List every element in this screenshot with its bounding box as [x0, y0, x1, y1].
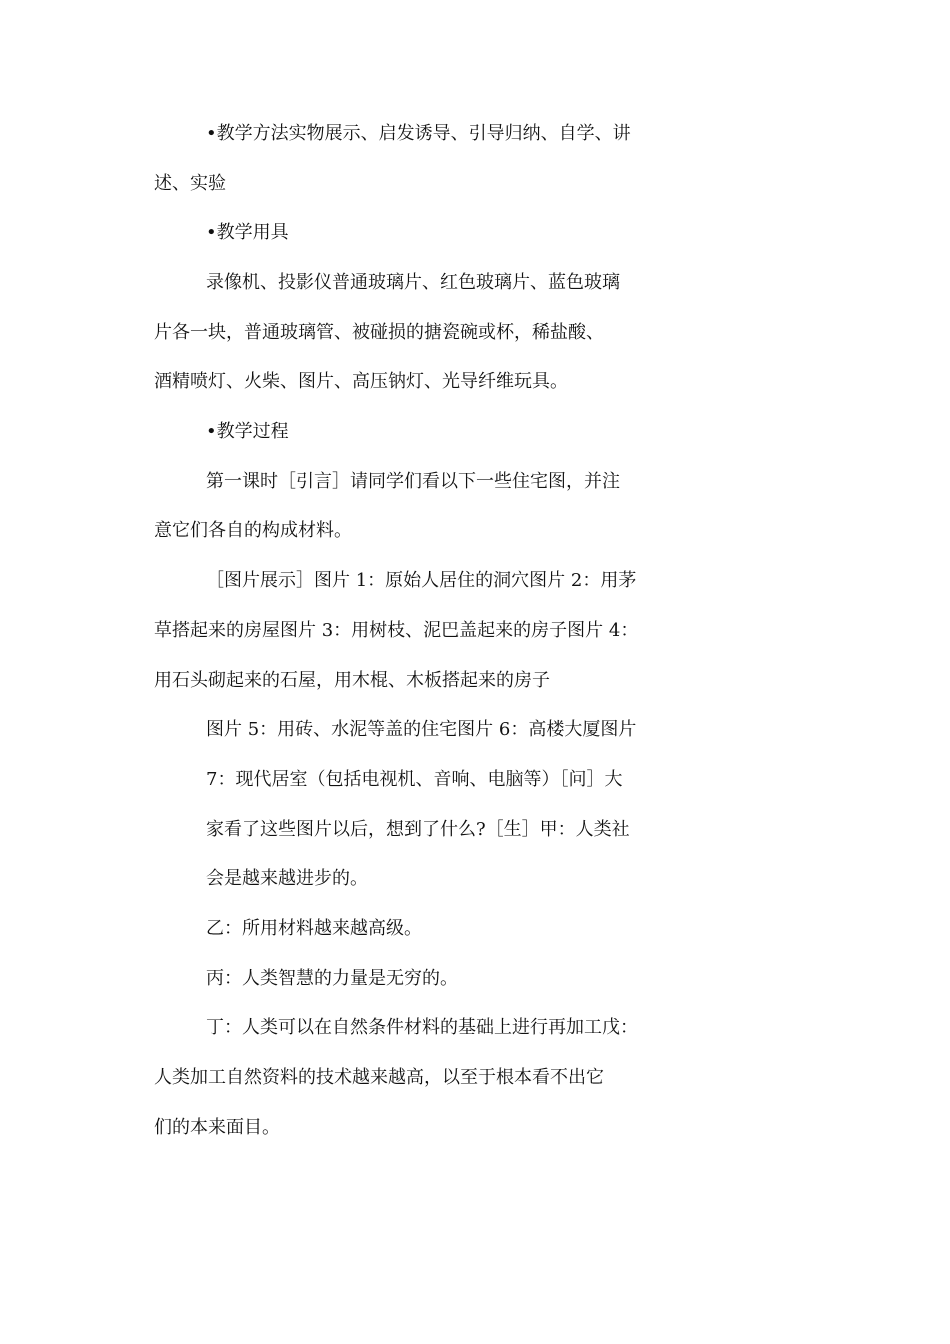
text-line: 录像机、投影仪普通玻璃片、红色玻璃片、蓝色玻璃: [206, 272, 620, 293]
text-line: ［图片展示］图片 1：原始人居住的洞穴图片 2：用茅: [206, 570, 637, 591]
text-line: 们的本来面目。: [154, 1117, 280, 1138]
text-line: •教学过程: [206, 421, 289, 442]
text-line: 7：现代居室（包括电视机、音响、电脑等）［问］大: [206, 769, 623, 790]
text-line: 酒精喷灯、火柴、图片、高压钠灯、光导纤维玩具。: [154, 371, 568, 392]
text-line: 片各一块，普通玻璃管、被碰损的搪瓷碗或杯，稀盐酸、: [154, 322, 604, 343]
text-line: 第一课时［引言］请同学们看以下一些住宅图，并注: [206, 471, 620, 492]
text-line: 意它们各自的构成材料。: [154, 520, 352, 541]
text-line: 图片 5：用砖、水泥等盖的住宅图片 6：高楼大厦图片: [206, 719, 637, 740]
text-line: •教学用具: [206, 222, 289, 243]
text-line: 用石头砌起来的石屋，用木棍、木板搭起来的房子: [154, 670, 550, 691]
text-line: 会是越来越进步的。: [206, 868, 368, 889]
text-line: 丙：人类智慧的力量是无穷的。: [206, 968, 458, 989]
text-line: 乙：所用材料越来越高级。: [206, 918, 422, 939]
text-line: 述、实验: [154, 173, 226, 194]
text-line: 家看了这些图片以后，想到了什么?［生］甲：人类社: [206, 819, 630, 840]
text-line: 草搭起来的房屋图片 3：用树枝、泥巴盖起来的房子图片 4：: [154, 620, 639, 641]
text-line: •教学方法实物展示、启发诱导、引导归纳、自学、讲: [206, 123, 631, 144]
text-line: 人类加工自然资料的技术越来越高，以至于根本看不出它: [154, 1067, 604, 1088]
text-line: 丁：人类可以在自然条件材料的基础上进行再加工戊：: [206, 1017, 638, 1038]
